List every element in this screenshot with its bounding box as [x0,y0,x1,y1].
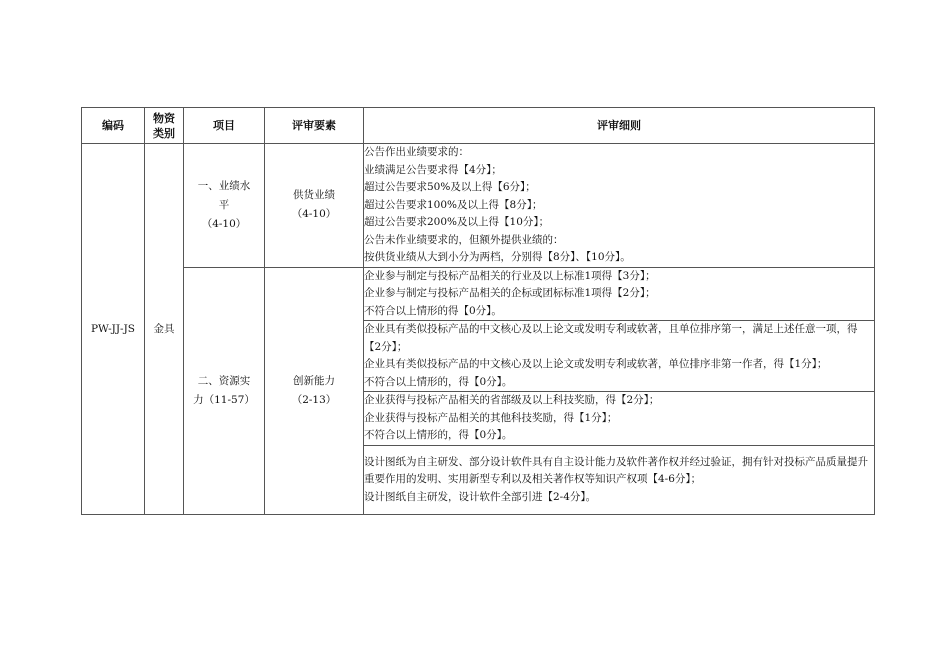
element-cell-supply [265,144,364,268]
detail-line: 企业获得与投标产品相关的省部级及以上科技奖励，得【2分】； [364,394,660,406]
element-range: （2-13） [291,393,337,406]
detail-line: 企业具有类似投标产品的中文核心及以上论文或发明专利或软著，单位排序非第一作者，得【1分】； [364,358,828,370]
header-item: 项目 [184,108,265,144]
detail-cell-papers-patents [364,321,875,392]
detail-line: 超过公告要求50%及以上得【6分】； [364,181,536,193]
code-cell: PW-JJ-JS [82,144,145,515]
detail-line: 超过公告要求200%及以上得【10分】； [364,216,550,228]
item-range: （4-10） [201,217,247,230]
detail-line: 企业参与制定与投标产品相关的企标或团标标准1项得【2分】； [364,287,656,299]
detail-line: 公告作出业绩要求的： [364,146,469,158]
category-cell: 金具 [145,144,184,515]
item-line2: 平 [218,198,230,211]
detail-cell-standards [364,267,875,321]
header-element: 评审要素 [265,108,364,144]
header-detail: 评审细则 [364,108,875,144]
item-line1: 一、业绩水 [197,179,251,192]
detail-line: 公告未作业绩要求的，但额外提供业绩的： [364,233,564,246]
item-cell-performance [184,144,265,268]
detail-line: 设计图纸为自主研发、部分设计软件具有自主设计能力及软件著作权并经过验证，拥有针对投标产品质量提升重要作用的发明、实用新型专利以及相关著作权等知识产权项【4-6分】； [364,455,868,485]
header-category [145,108,184,144]
item-line2: 力（11-57） [193,393,255,406]
header-code: 编码 [82,108,145,144]
header-category-line2: 类别 [153,126,175,140]
detail-line: 业绩满足公告要求得【4分】； [364,163,502,176]
header-category-line1: 物资 [153,111,175,125]
item-line1: 二、资源实 [197,374,251,387]
detail-line: 超过公告要求100%及以上得【8分】； [364,198,543,211]
detail-line: 不符合以上情形的得【0分】。 [364,304,502,317]
detail-line: 企业获得与投标产品相关的其他科技奖励，得【1分】； [364,411,618,424]
element-name: 创新能力 [293,374,335,387]
detail-line: 按供货业绩从大到小分为两档，分别得【8分】、【10分】。 [364,251,631,263]
element-name: 供货业绩 [293,189,335,202]
evaluation-table [81,107,875,515]
table-row [82,144,875,268]
header-row [82,108,875,144]
detail-line: 企业参与制定与投标产品相关的行业及以上标准1项得【3分】； [364,269,656,282]
detail-line: 企业具有类似投标产品的中文核心及以上论文或发明专利或软著，且单位排序第一，满足上述任意一项，得【2分】； [364,323,858,353]
item-cell-resources [184,267,265,515]
detail-cell-awards [364,392,875,446]
element-cell-innovation [265,267,364,515]
detail-cell-ip [364,445,875,515]
detail-line: 不符合以上情形的，得【0分】。 [364,375,513,388]
detail-line: 不符合以上情形的，得【0分】。 [364,429,513,441]
detail-line: 设计图纸自主研发，设计软件全部引进【2-4分】。 [364,490,597,503]
element-range: （4-10） [291,208,337,221]
detail-cell-performance [364,144,875,268]
table-row [82,267,875,321]
